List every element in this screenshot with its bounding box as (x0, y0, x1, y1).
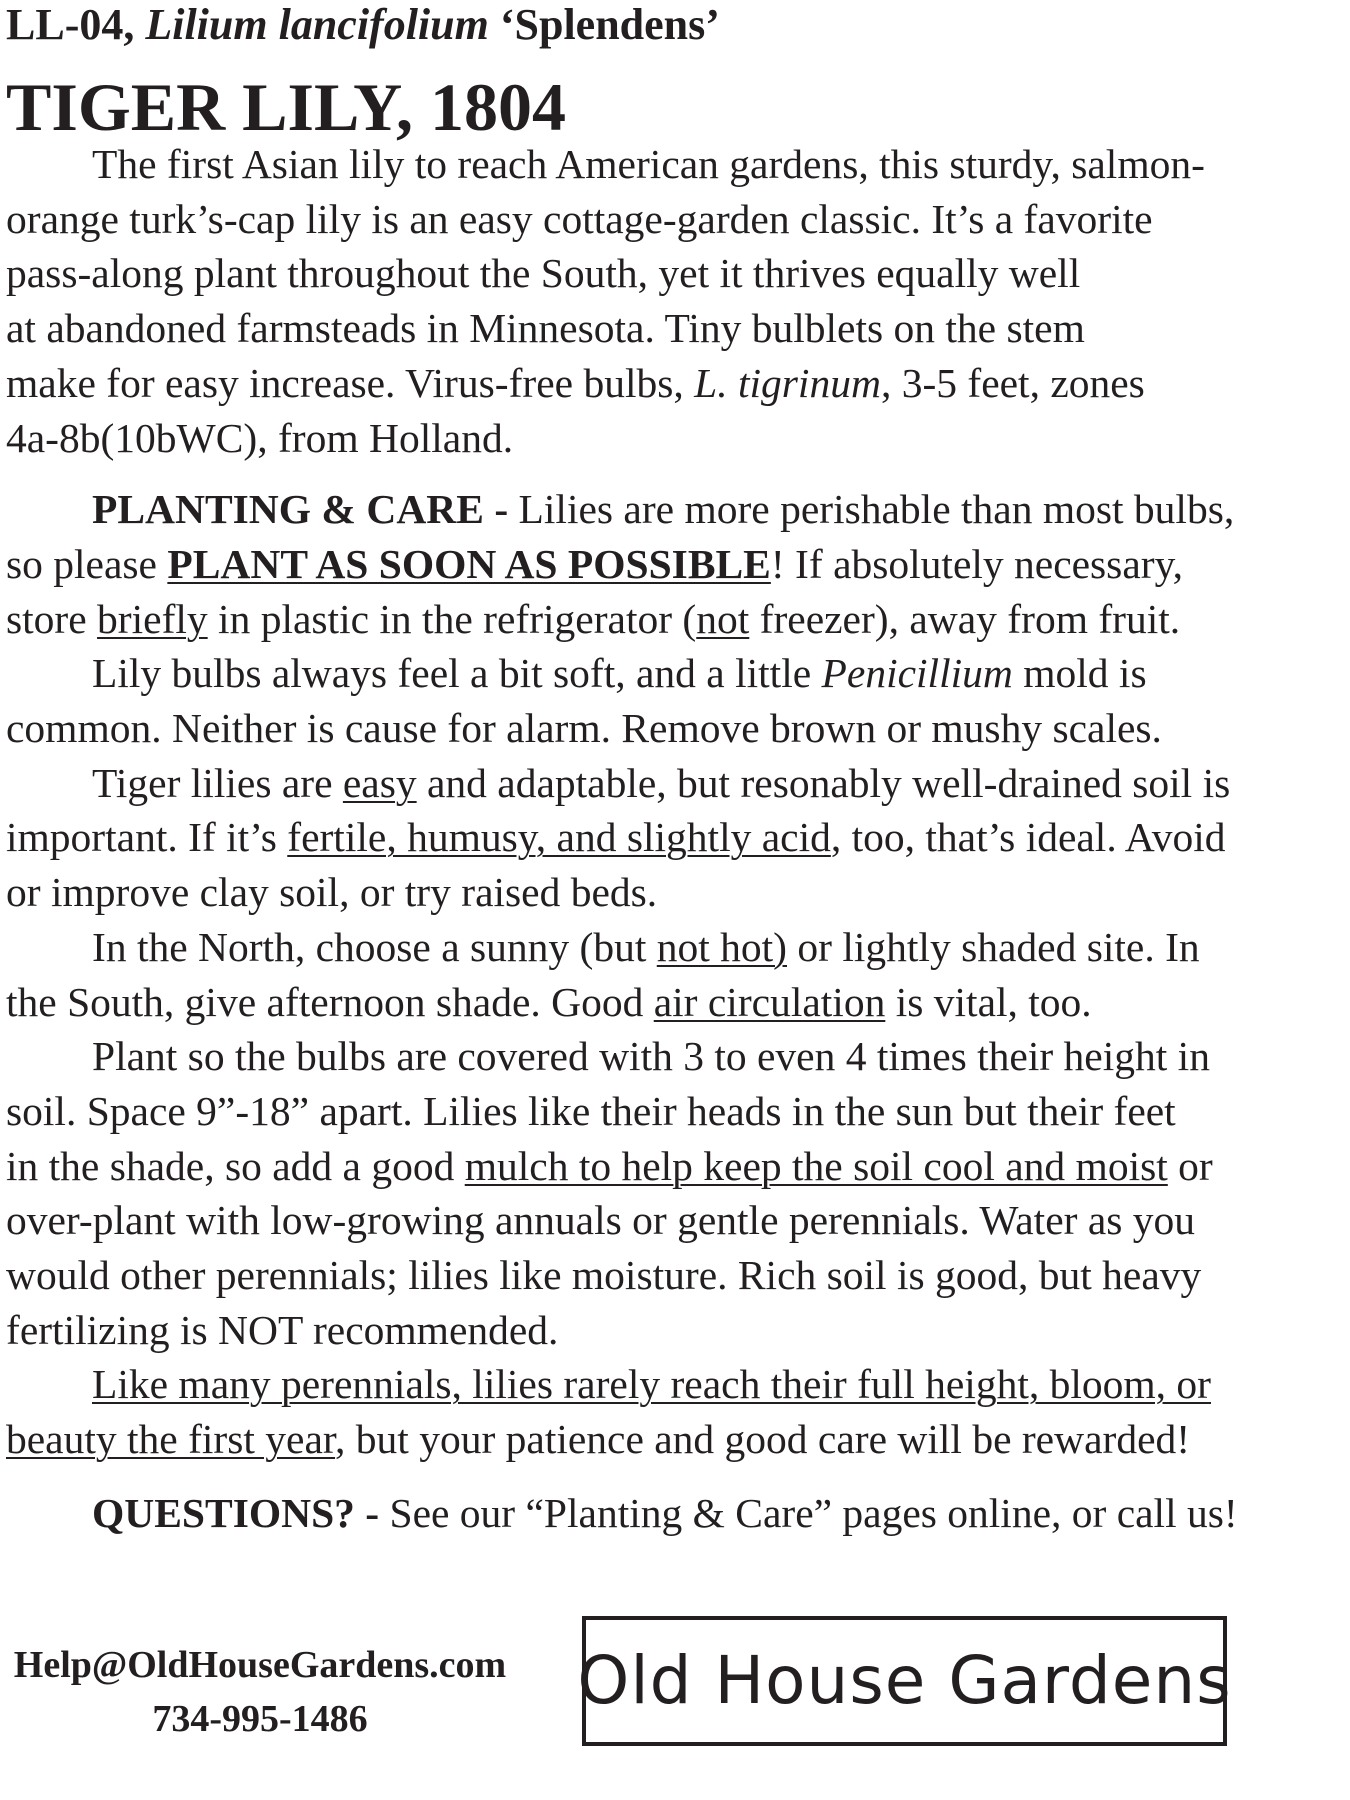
text-line (6, 810, 1306, 865)
emphasis-text: briefly (97, 595, 208, 642)
text-run: ! If absolutely necessary, (770, 540, 1184, 587)
text-run: See our “Planting & Care” pages online, or call us! (379, 1489, 1238, 1536)
text-line (6, 1029, 1306, 1084)
text-run: the South, give afternoon shade. Good (6, 978, 654, 1025)
text-run: , 3-5 feet, zones (880, 359, 1145, 406)
text-line (6, 192, 1306, 247)
text-run: would other perennials; lilies like moisture. Rich soil is good, but heavy (6, 1252, 1202, 1299)
text-line (6, 1357, 1306, 1412)
text-run: fertilizing is NOT recommended. (6, 1306, 559, 1353)
logo-wordmark: Old House Gardens (577, 1642, 1232, 1719)
text-run: In the North, choose a sunny (but (92, 923, 657, 970)
text-run: make for easy increase. Virus-free bulbs, (6, 359, 695, 406)
section-heading: QUESTIONS? - (92, 1489, 380, 1536)
contact-email[interactable]: Help@OldHouseGardens.com (13, 1644, 507, 1686)
emphasis-text: not (696, 595, 750, 642)
text-run: , too, that’s ideal. Avoid (830, 814, 1226, 861)
text-line (6, 1248, 1306, 1303)
text-line (6, 756, 1306, 811)
text-line (6, 137, 1306, 192)
text-run: common. Neither is cause for alarm. Remove brown or mushy scales. (6, 705, 1162, 752)
emphasis-text: mulch to help keep the soil cool and moist (464, 1142, 1168, 1189)
emphasis-text: not hot) (656, 923, 788, 970)
text-run: over-plant with low-growing annuals or gentle perennials. Water as you (6, 1197, 1196, 1244)
text-run: freezer), away from fruit. (749, 595, 1181, 642)
text-run: soil. Space 9”-18” apart. Lilies like their heads in the sun but their feet (6, 1087, 1176, 1134)
page-title: TIGER LILY, 1804 (6, 69, 566, 145)
text-run: important. If it’s (6, 814, 288, 861)
body-text (6, 137, 1306, 1541)
emphasis-text: beauty the first year (6, 1416, 336, 1463)
text-line (6, 1412, 1306, 1467)
emphasis-text: air circulation (653, 978, 886, 1025)
text-run: in plastic in the refrigerator ( (207, 595, 697, 642)
text-run: at abandoned farmsteads in Minnesota. Tiny bulblets on the stem (6, 305, 1085, 352)
text-run: or lightly shaded site. In (787, 923, 1200, 970)
text-run: or (1167, 1142, 1213, 1189)
text-line (6, 865, 1306, 920)
patience-paragraph (6, 1357, 1306, 1466)
text-run: in the shade, so add a good (6, 1142, 465, 1189)
species-name: L. tigrinum (694, 359, 881, 406)
contact-phone[interactable]: 734-995-1486 (152, 1698, 368, 1740)
text-run: Plant so the bulbs are covered with 3 to even 4 times their height in (92, 1033, 1210, 1080)
text-run: 4a-8b(10bWC), from Holland. (6, 414, 514, 461)
planting-depth-paragraph (6, 1029, 1306, 1357)
latin-name: Lilium lancifolium (145, 0, 489, 49)
section-heading: PLANTING & CARE - (92, 486, 509, 533)
questions-paragraph (6, 1486, 1306, 1541)
emphasis-text: fertile, humusy, and slightly acid (287, 814, 831, 861)
soft-bulbs-paragraph (6, 646, 1306, 755)
planting-care-paragraph (6, 482, 1306, 646)
text-line (6, 356, 1306, 411)
species-name: Penicillium (821, 650, 1013, 697)
text-line (6, 1303, 1306, 1358)
text-run: mold is (1012, 650, 1147, 697)
text-line (6, 1139, 1306, 1194)
text-line (6, 537, 1306, 592)
text-line (6, 1084, 1306, 1139)
text-line (6, 482, 1306, 537)
soil-paragraph (6, 756, 1306, 920)
text-run: , but your patience and good care will be rewarded! (335, 1416, 1191, 1463)
text-run: or improve clay soil, or try raised beds. (6, 869, 658, 916)
text-line (6, 646, 1306, 701)
product-code-line (6, 0, 720, 50)
text-line (6, 411, 1306, 466)
text-run: Tiger lilies are (92, 759, 343, 806)
text-line (6, 1193, 1306, 1248)
emphasis-text: PLANT AS SOON AS POSSIBLE (167, 540, 771, 587)
text-run: pass-along plant throughout the South, yet it thrives equally well (6, 250, 1081, 297)
text-line (6, 1486, 1306, 1541)
text-run: so please (6, 540, 168, 587)
brand-logo (577, 1616, 1232, 1746)
text-run: is vital, too. (885, 978, 1092, 1025)
site-paragraph (6, 920, 1306, 1029)
intro-paragraph (6, 137, 1306, 465)
text-line (6, 920, 1306, 975)
text-run: and adaptable, but resonably well-drained soil is (416, 759, 1231, 806)
text-line (6, 301, 1306, 356)
text-run: Lilies are more perishable than most bulbs, (508, 486, 1235, 533)
text-line (6, 246, 1306, 301)
text-run: orange turk’s-cap lily is an easy cottage-garden classic. It’s a favorite (6, 195, 1153, 242)
text-run: store (6, 595, 98, 642)
emphasis-text: easy (342, 759, 417, 806)
text-run: The first Asian lily to reach American gardens, this sturdy, salmon- (92, 141, 1205, 187)
text-line (6, 975, 1306, 1030)
cultivar-name: ‘Splendens’ (499, 0, 720, 49)
text-line (6, 701, 1306, 756)
contact-block (0, 1638, 520, 1746)
text-run: Lily bulbs always feel a bit soft, and a little (92, 650, 822, 697)
text-line (6, 592, 1306, 647)
product-code: LL-04, (6, 0, 135, 49)
emphasis-text: Like many perennials, lilies rarely reach their full height, bloom, or (92, 1361, 1211, 1408)
